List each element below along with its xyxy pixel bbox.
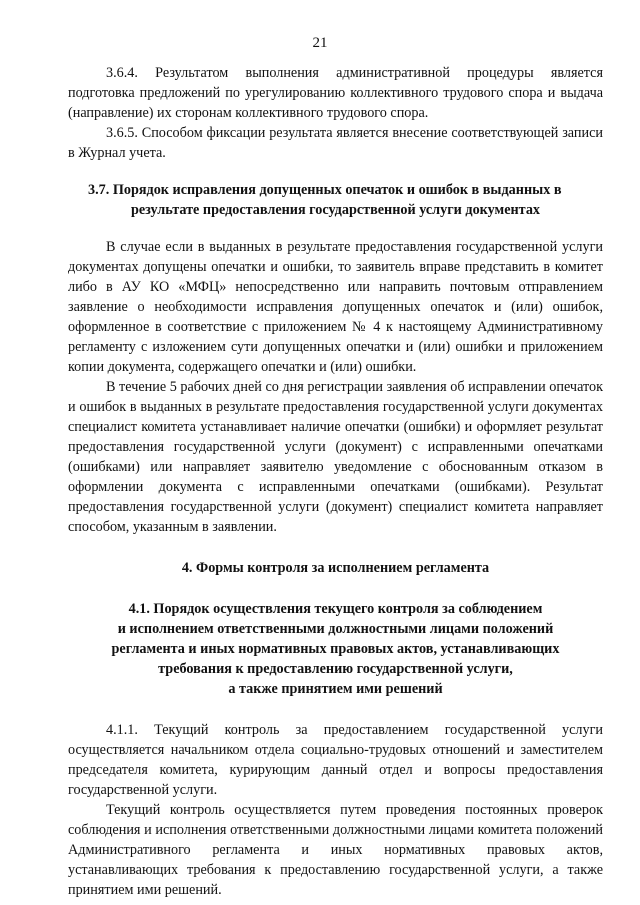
section-4-1-heading-line: а также принятием ими решений xyxy=(228,681,443,697)
paragraph-3-6-4: 3.6.4. Результатом выполнения административной процедуры является подготовка предложений по урегулированию коллективного трудового спора и выдача (направление) их сторонам коллективного трудового спора. xyxy=(68,65,603,121)
section-4-1-heading-line: 4.1. Порядок осуществления текущего контроля за соблюдением xyxy=(128,601,543,617)
section-4-1-heading-line: требования к предоставлению государственной услуги, xyxy=(158,661,513,677)
paragraph-3-6-5: 3.6.5. Способом фиксации результата является внесение соответствующей записи в Журнал учета. xyxy=(68,125,603,161)
section-3-7-paragraph: В случае если в выданных в результате предоставления государственной услуги документах допущены опечатки и ошибки, то заявитель вправе представить в комитет либо в АУ КО «МФЦ» непосредственно или направить почтовым отправлением заявление о необходимости исправления допущенных опечаток и (или) ошибок, оформленное в соответствие с приложением № 4 к настоящему Административному регламенту с изложением сути допущенных опечатки и (или) ошибки и приложением копии документа, содержащего опечатки и (или) ошибки. xyxy=(68,239,603,375)
page-number: 21 xyxy=(312,35,328,51)
section-3-7-paragraph: В течение 5 рабочих дней со дня регистрации заявления об исправлении опечаток и ошибок в выданных в результате предоставления государственной услуги документах специалист комитета устанавливает наличие опечатки (ошибки) и оформляет результат предоставления государственной услуги (документ) с исправленными опечатками (ошибками) или направляет заявителю уведомление с обоснованным отказом в оформлении документа с исправленными опечатками (ошибками). Результат предоставления государственной услуги (документ) специалист комитета направляет способом, указанным в заявлении. xyxy=(68,379,603,535)
paragraph-4-1-1: 4.1.1. Текущий контроль за предоставлением государственной услуги осуществляется начальником отдела социально-трудовых отношений и заместителем председателя комитета, курирующим данный отдел и вопросы предоставления государственной услуги. xyxy=(68,722,603,798)
section-4-1-heading-line: и исполнением ответственными должностными лицами положений xyxy=(117,621,554,637)
section-3-7-heading-line: 3.7. Порядок исправления допущенных опечаток и ошибок в выданных в xyxy=(88,182,562,198)
section-4-heading: 4. Формы контроля за исполнением регламента xyxy=(181,560,490,576)
section-3-7-heading-line: результате предоставления государственной услуги документах xyxy=(130,202,541,218)
document-body xyxy=(68,63,603,900)
section-3-7-heading xyxy=(68,180,603,220)
section-4-1-paragraph: Текущий контроль осуществляется путем проведения постоянных проверок соблюдения и исполнения ответственными должностными лицами комитета положений Административного регламента и иных нормативных правовых актов, устанавливающих требования к предоставлению государственной услуги, а также принятием ими решений. xyxy=(68,802,603,898)
section-4-1-heading xyxy=(68,599,603,699)
section-4-1-heading-line: регламента и иных нормативных правовых актов, устанавливающих xyxy=(111,641,560,657)
